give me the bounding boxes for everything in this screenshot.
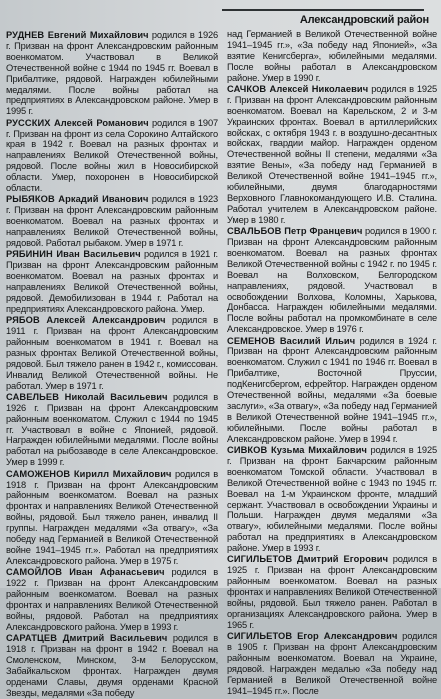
biography-text: родился в 1926 г. Призван на фронт Александровским районным военкоматом. Участвовал в Великой Отечественной войне с 1944 по 1945 гг. Воевал в Прибалтике, рядовой. Награжден юбилейными медалями. После войны работал на предприятиях в Александровском районе. Умер в 1995 г. [6,30,219,117]
biography-entry [6,633,218,698]
biography-text: родился в 1925 г. Призван на фронт Бакчарским районным военкоматом Томской области. Участвовал в Великой Отечественной войне с 1943 по 1945 гг. Воевал на 1-м Украинском фронте, младший сержант. Участвовал в освобождении Украины и Польши. Награжден двумя медалями «За отвагу», юбилейными медалями. После войны работал на предприятиях в Александровском районе. Умер в 1993 г. [227,445,437,554]
veteran-name: САРАТЦЕВ Дмитрий Васильевич [6,632,168,643]
biography-entry [227,226,437,335]
veteran-name: СЕМЕНОВ Василий Ильич [227,335,356,346]
biography-text: родился в 1918 г. Призван на фронт Александровским районным военкоматом. Воевал на разных фронтах и направлениях Великой Отечественной войны, рядовой. Был тяжело ранен, инвалид II группы. Награжден медалями «За отвагу», «За победу над Германией в Великой Отечественной войне 1941–1945 гг.». Работал на предприятиях Александровского района. Умер в 1975 г. [6,468,218,566]
biography-entry [227,445,437,554]
veteran-name: СИВКОВ Кузьма Михайлович [227,445,368,455]
biography-text: родился в 1900 г. Призван на фронт Александровским районным военкоматом. Воевал на разных фронтах Великой Отечественной войны с 1942 г. по 1945 г. Воевал на Волховском, Белгородском направлениях, рядовой. Участвовал в освобождении Волхова, Коломны, Харькова, Донбасса. Награжден юбилейными медалями. После войны работал на промкомбинате в селе Александровское. Умер в 1976 г. [227,226,437,335]
biography-text: родился в 1925 г. Призван на фронт Александровским районным военкоматом. Воевал на Карельском, 2 и 3-м Украинских фронтах. Воевал в артиллерийских войсках, с октября 1943 г. в воздушно-десантных войсках, гвардии майор. Награжден орденом Отечественной войны II степени, медалями «За взятие Вены», «За победу над Германией в Великой Отечественной войне 1941–1945 гг.», юбилейными, двумя благодарностями Верховного Главнокомандующего И.В. Сталина. Работал учителем в Александровском районе. Умер в 1980 г. [227,83,437,225]
right-column [227,29,437,697]
veteran-name: РЯБИНИН Иван Васильевич [6,249,141,260]
veteran-name: СИГИЛЬЕТОВ Дмитрий Егорович [227,554,389,565]
left-column [6,30,218,699]
biography-text: родился в 1911 г. Призван на фронт Александровским районным военкоматом в 1941 г. Воевал на разных фронтах Великой Отечественной войны, рядовой. Был тяжело ранен в 1942 г., комиссован. Инвалид Великой Отечественной войны. Не работал. Умер в 1971 г. [6,315,218,391]
biography-text: родился в 1925 г. Призван на фронт Александровским районным военкоматом. Воевал на разных фронтах и направлениях Великой Отечественной войны, рядовой. Был тяжело ранен. Работал в организациях Александровского района. Умер в 1965 г. [227,554,437,630]
biography-entry [6,315,218,391]
biography-text: над Германией в Великой Отечественной войне 1941–1945 гг.», «За победу над Японией», «За взятие Кенигсберга», юбилейными медалями. После войны работал в Александровском районе. Умер в 1990 г. [227,29,437,83]
veteran-name: САМОЖЕНОВ Кирилл Михайлович [6,468,172,479]
veteran-name: СИГИЛЬЕТОВ Егор Александрович [227,631,398,642]
biography-text: родился в 1926 г. Призван на фронт Александровским районным военкоматом. Служил с 1944 по 1945 гг. Участвовал в войне с Японией, рядовой. Награжден юбилейными медалями. После войны работал на рыбозаводе в селе Александровское. Умер в 1999 г. [6,391,218,468]
section-title: Александровский район [299,14,429,26]
biography-entry [6,567,218,632]
biography-text: родился в 1924 г. Призван на фронт Александровским районным военкоматом. Служил с 1941 по 1946 гг. Воевал в Прибалтике, Восточной Пруссии, подКенигсбергом, ефрейтор. Награжден орденом Отечественной войны, медалями «За боевые заслуги», «За отвагу», «За победу над Германией в Великой Отечественной войне 1941–1945 гг.», юбилейными. После войны работал в Александровском районе. Умер в 1994 г. [227,335,437,444]
biography-text: родился в 1905 г. Призван на фронт Александровским районным военкоматом. Воевал на Украине, рядовой. Награжден медалью «За победу над Германией в Великой Отечественной войне 1941–1945 гг.». После [227,631,437,696]
veteran-name: САЧКОВ Алексей Николаевич [227,83,369,94]
biography-entry [6,392,218,468]
biography-entry [227,336,437,445]
biography-entry [227,84,437,226]
veteran-name: РЯБОВ Алексей Александрович [6,315,166,326]
biography-text: родился в 1921 г. Призван на фронт Александровским районным военкоматом. Воевал на разных фронтах и направлениях Великой Отечественной войны, рядовой. Демобилизован в 1944 г. Работал на предприятиях Александровского района. Умер. [6,249,218,314]
page-header [0,0,441,28]
biography-text: родился в 1923 г. Призван на фронт Александровским районным военкоматом. Воевал на разных фронтах и направлениях Великой Отечественной войны, рядовой. Работал рыбаком. Умер в 1971 г. [6,194,218,248]
veteran-name: САМОЙЛОВ Иван Афанасьевич [6,567,165,578]
biography-entry [6,118,218,194]
biography-entry [6,249,218,314]
biography-text: родился в 1907 г. Призван на фронт из села Сорокино Алтайского края в 1942 г. Воевал на разных фронтах и направлениях Великой Отечественной войны, рядовой. После войны жил в Новосибирской области. Умер, похоронен в Новосибирской области. [6,117,218,194]
biography-text: родился в 1918 г. Призван на фронт в 1942 г. Воевал на Смоленском, Минском, 3-м Белорусском, Забайкальском фронтах. Награжден двумя орденами Славы, двумя орденами Красной Звезды, медалями «За победу [6,632,218,698]
biography-entry [227,631,437,696]
biography-entry [6,194,218,249]
veteran-name: РУССКИХ Алексей Романович [6,117,149,128]
veteran-name: СВАЛЬБОВ Петр Францевич [227,226,363,237]
biography-entry [6,469,218,567]
biography-entry [227,554,437,630]
veteran-name: РУДНЕВ Евгений Михайлович [6,30,149,40]
biography-text: родился в 1922 г. Призван на фронт Александровским районным военкоматом. Воевал на разных фронтах и направлениях Великой Отечественной войны, рядовой. Работал на предприятиях Александровского района. Умер в 1993 г. [6,567,218,632]
biography-entry [227,29,437,84]
biography-entry [6,30,218,117]
veteran-name: САВЕЛЬЕВ Николай Васильевич [6,391,168,402]
veteran-name: РЫБЯКОВ Аркадий Иванович [6,194,149,205]
header-rule [222,9,424,11]
